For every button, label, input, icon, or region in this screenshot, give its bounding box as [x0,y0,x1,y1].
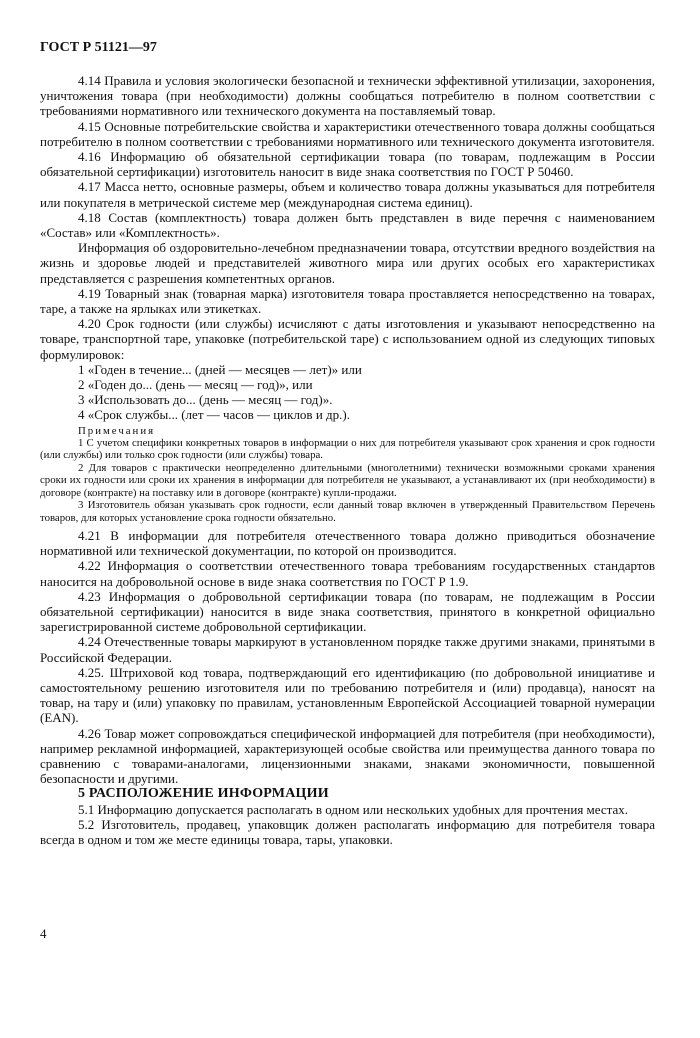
notes-block [40,425,655,524]
paragraph-4-24: 4.24 Отечественные товары маркируют в установленном порядке также другими знаками, принятыми в Российской Федерации. [40,634,655,665]
note-item: 3 Изготовитель обязан указывать срок годности, если данный товар включен в утвержденный Правительством Перечень товаров, для которых установление срока годности обязательно. [40,499,655,524]
paragraph-4-18-info: Информация об оздоровительно-лечебном предназначении товара, отсутствии вредного воздействия на жизнь и здоровье людей и представителей животного мира или других особых его характеристиках представляется с разрешения компетентных органов. [40,240,655,286]
paragraph-4-22: 4.22 Информация о соответствии отечественного товара требованиям государственных стандартов наносится на добровольной основе в виде знака соответствия по ГОСТ Р 1.9. [40,558,655,589]
paragraph-5-1: 5.1 Информацию допускается располагать в одном или нескольких удобных для прочтения местах. [78,801,628,817]
document-body [40,73,655,847]
paragraph-4-16: 4.16 Информацию об обязательной сертификации товара (по товарам, подлежащим в России обязательной сертификации) изготовитель наносит в виде знака соответствия по ГОСТ Р 50460. [40,149,655,180]
notes-title: Примечания [78,424,156,437]
list-item: 3 «Использовать до... (день — месяц — год)». [78,392,333,408]
shelf-life-formulations-list [40,362,655,423]
paragraph-4-25: 4.25. Штриховой код товара, подтверждающий его идентификацию (по добровольной инициативе и самостоятельному решению изготовителя или по требованию потребителя и (или) продавца), наносят на товар, на тару и (или) упаковку по правилам, установленным Европейской Ассоциацией товарной нумерации (EAN). [40,664,655,726]
list-item: 4 «Срок службы... (лет — часов — циклов и др.). [78,407,350,423]
section-5-title: 5 РАСПОЛОЖЕНИЕ ИНФОРМАЦИИ [78,786,329,802]
paragraph-4-15: 4.15 Основные потребительские свойства и характеристики отечественного товара должны сообщаться потребителю в полном соответствии с требованиями нормативного или технического документа изготовителя. [40,118,655,149]
paragraph-5-2: 5.2 Изготовитель, продавец, упаковщик должен располагать информацию для потребителя товара всегда в одном и том же месте единицы товара, тары, упаковки. [40,816,655,847]
paragraph-4-23: 4.23 Информация о добровольной сертификации товара (по товарам, не подлежащим в России обязательной сертификации) наносится в виде знака соответствия, принятого в конкретной официально зарегистрированной системе добровольной сертификации. [40,588,655,635]
list-item: 1 «Годен в течение... (дней — месяцев — лет)» или [78,361,362,377]
page-number: 4 [40,926,47,941]
paragraph-4-26: 4.26 Товар может сопровождаться специфической информацией для потребителя (при необходимости), например рекламной информацией, характеризующей особые свойства или преимущества данного товара по сравнению с товарами-аналогами, лицензионными знаками, знаками экономичности, повышенной безопасности и другими. [40,725,655,787]
note-item: 1 С учетом специфики конкретных товаров в информации о них для потребителя указывают срок хранения и срок годности (или службы) или только срок годности (или службы) товара. [40,437,655,462]
paragraph-4-17: 4.17 Масса нетто, основные размеры, объем и количество товара должны указываться для потребителя или покупателя в метрической системе мер (международная система единиц). [40,179,655,210]
paragraph-4-21: 4.21 В информации для потребителя отечественного товара должно приводиться обозначение нормативной или технической документации, по которой он производится. [40,527,655,559]
paragraph-4-14: 4.14 Правила и условия экологически безопасной и технически эффективной утилизации, захоронения, уничтожения товара (при необходимости) должны сообщаться потребителю в полном соответствии с требованиями нормативного или технического документа на поставляемый товар. [40,73,655,119]
paragraph-4-20: 4.20 Срок годности (или службы) исчисляют с даты изготовления и указывают непосредственно на товаре, транспортной таре, упаковке (потребительской таре) с использованием одной из следующих типовых формулировок: [40,316,655,362]
note-item: 2 Для товаров с практически неопределенно длительными (многолетними) технически возможными сроками хранения сроки их годности или сроки их хранения в информации для потребителя не указывают, а устанавливают их (при необходимости) в договоре (контракте) на поставку или в договоре (контракте) купли-продажи. [40,461,655,499]
paragraph-4-18: 4.18 Состав (комплектность) товара должен быть представлен в виде перечня с наименованием «Состав» или «Комплектность». [40,209,655,241]
list-item: 2 «Годен до... (день — месяц — год)», или [78,377,313,393]
paragraph-4-19: 4.19 Товарный знак (товарная марка) изготовителя товара проставляется непосредственно на товарах, таре, а также на ярлыках или этикетках. [40,285,655,317]
document-header: ГОСТ Р 51121—97 [40,40,157,55]
